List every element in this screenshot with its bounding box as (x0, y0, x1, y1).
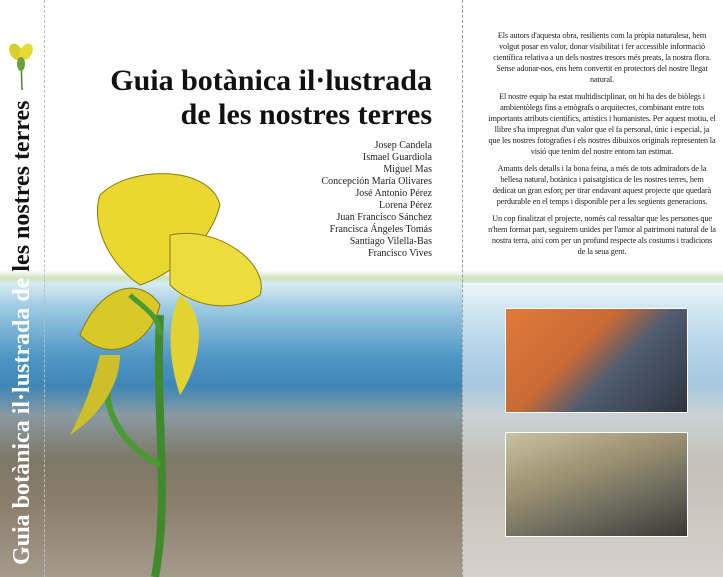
team-photo-2 (505, 432, 688, 537)
author-list (252, 140, 432, 260)
book-title (40, 64, 432, 132)
author: Santiago Vilella-Bas (349, 236, 432, 247)
small-flower-illustration (6, 40, 36, 90)
spine-title-part2: les nostres terres (9, 100, 35, 272)
author: Francisca Ángeles Tomás (329, 224, 432, 235)
title-line-2: de les nostres terres (180, 98, 432, 131)
cover-fold-line (462, 0, 463, 577)
back-paragraph: Amants dels detalls i la bona feina, a més de tots admiradors de la bellesa natural, botànica i paisatgística de les nostres terres, hem dedicat un gran esforç per tirar endavant aquest projecte que quedarà perdurable en el temps i disponible per a les següents generacions. (492, 164, 712, 206)
title-line-1: Guia botànica il·lustrada (110, 64, 432, 97)
back-paragraph: Un cop finalitzat el projecte, només cal ressaltar que les persones que n'hem format part, seguirem unides per l'amor al patrimoni natural de la nostra terra, així com per un profund respecte als costums i tradicions de la seua gent. (488, 214, 716, 256)
author: Lorena Pérez (378, 200, 432, 211)
spine-title (8, 101, 36, 565)
author: Ismael Guardiola (362, 152, 432, 163)
team-photo-1 (505, 308, 688, 413)
spine-title-part1: Guia botànica il·lustrada de (9, 277, 35, 565)
back-paragraph: Els autors d'aquesta obra, resilients com la pròpia naturalesa, hem volgut posar en valor, donar visibilitat i fer accessible informació científica relativa a un dels nostres tresors més preats, la nostra flora. Sense adonar-nos, ens hem convertit en protectors del nostre llegat natural. (493, 31, 711, 84)
author: Juan Francisco Sánchez (336, 212, 432, 223)
author: Miguel Mas (383, 164, 432, 175)
author: Concepción María Olivares (321, 176, 432, 187)
author: Francisco Vives (368, 248, 432, 259)
author: José Antonio Pérez (355, 188, 432, 199)
back-paragraph: El nostre equip ha estat multidisciplinar, on hi ha des de biòlegs i ambientòlegs fins a etnògrafs o arquitectes, combinant entre tots importants atributs científics, artístics i humanistes. Per aquest motiu, el llibre s'ha impregnat d'un valor que el fa personal, únic i especial, ja que les nostres fotografies i els nostres dibuixos originals representen la visió que tenim del nostre entorn tan estimat. (488, 92, 716, 156)
back-cover-text (488, 30, 716, 263)
author: Josep Candela (374, 140, 432, 151)
flower-illustration (60, 165, 280, 577)
